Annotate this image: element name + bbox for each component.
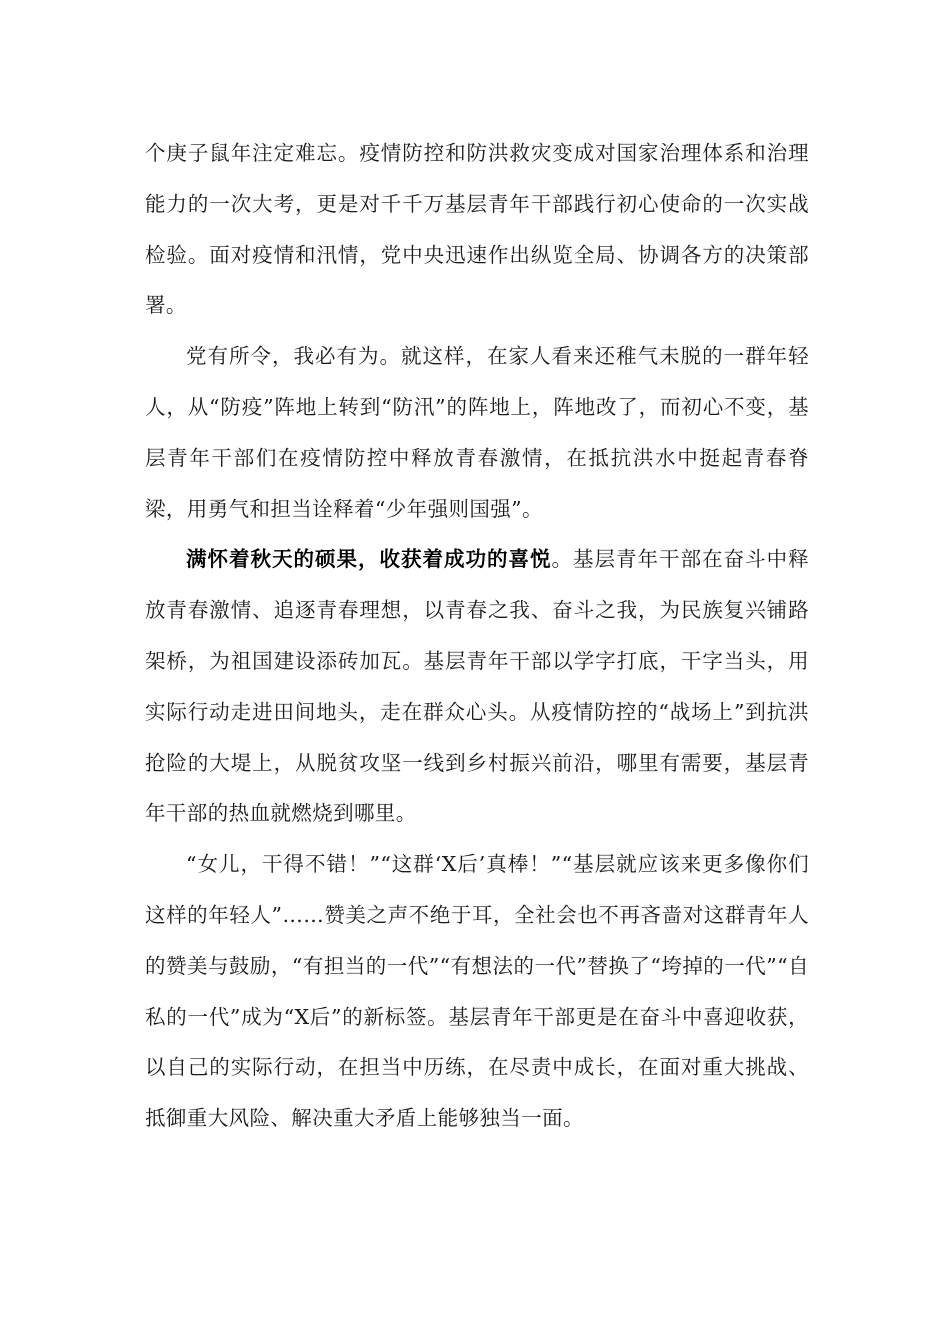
paragraph-3-text: 。基层青年干部在奋斗中释放青春激情、追逐青春理想，以青春之我、奋斗之我，为民族复兴铺路架桥，为祖国建设添砖加瓦。基层青年干部以学字打底，干字当头，用实际行动走进田间地头，走在群众心头。从疫情防控的“战场上”到抗洪抢险的大堤上，从脱贫攻坚一线到乡村振兴前沿，哪里有需要，基层青年干部的热血就燃烧到哪里。 — [145, 547, 809, 826]
paragraph-2 — [145, 331, 809, 534]
paragraph-3-lead: 满怀着秋天的硕果，收获着成功的喜悦 — [186, 547, 552, 572]
paragraph-4 — [145, 839, 809, 1144]
paragraph-3 — [145, 534, 809, 839]
paragraph-1-text: 个庚子鼠年注定难忘。疫情防控和防洪救灾变成对国家治理体系和治理能力的一次大考，更是对千千万基层青年干部践行初心使命的一次实战检验。面对疫情和汛情，党中央迅速作出纵览全局、协调各方的决策部署。 — [145, 141, 809, 318]
paragraph-1 — [145, 128, 809, 331]
paragraph-2-text: 党有所令，我必有为。就这样，在家人看来还稚气未脱的一群年轻人，从“防疫”阵地上转到“防汛”的阵地上，阵地改了，而初心不变，基层青年干部们在疫情防控中释放青春激情，在抵抗洪水中挺起青春脊梁，用勇气和担当诠释着“少年强则国强”。 — [145, 344, 809, 521]
paragraph-4-text: “女儿，干得不错！”“这群‘X后’真棒！”“基层就应该来更多像你们这样的年轻人”……赞美之声不绝于耳，全社会也不再吝啬对这群青年人的赞美与鼓励，“有担当的一代”“有想法的一代”替换了“垮掉的一代”“自私的一代”成为“X后”的新标签。基层青年干部更是在奋斗中喜迎收获，以自己的实际行动，在担当中历练，在尽责中成长，在面对重大挑战、抵御重大风险、解决重大矛盾上能够独当一面。 — [145, 852, 809, 1131]
document-body — [145, 128, 809, 1144]
